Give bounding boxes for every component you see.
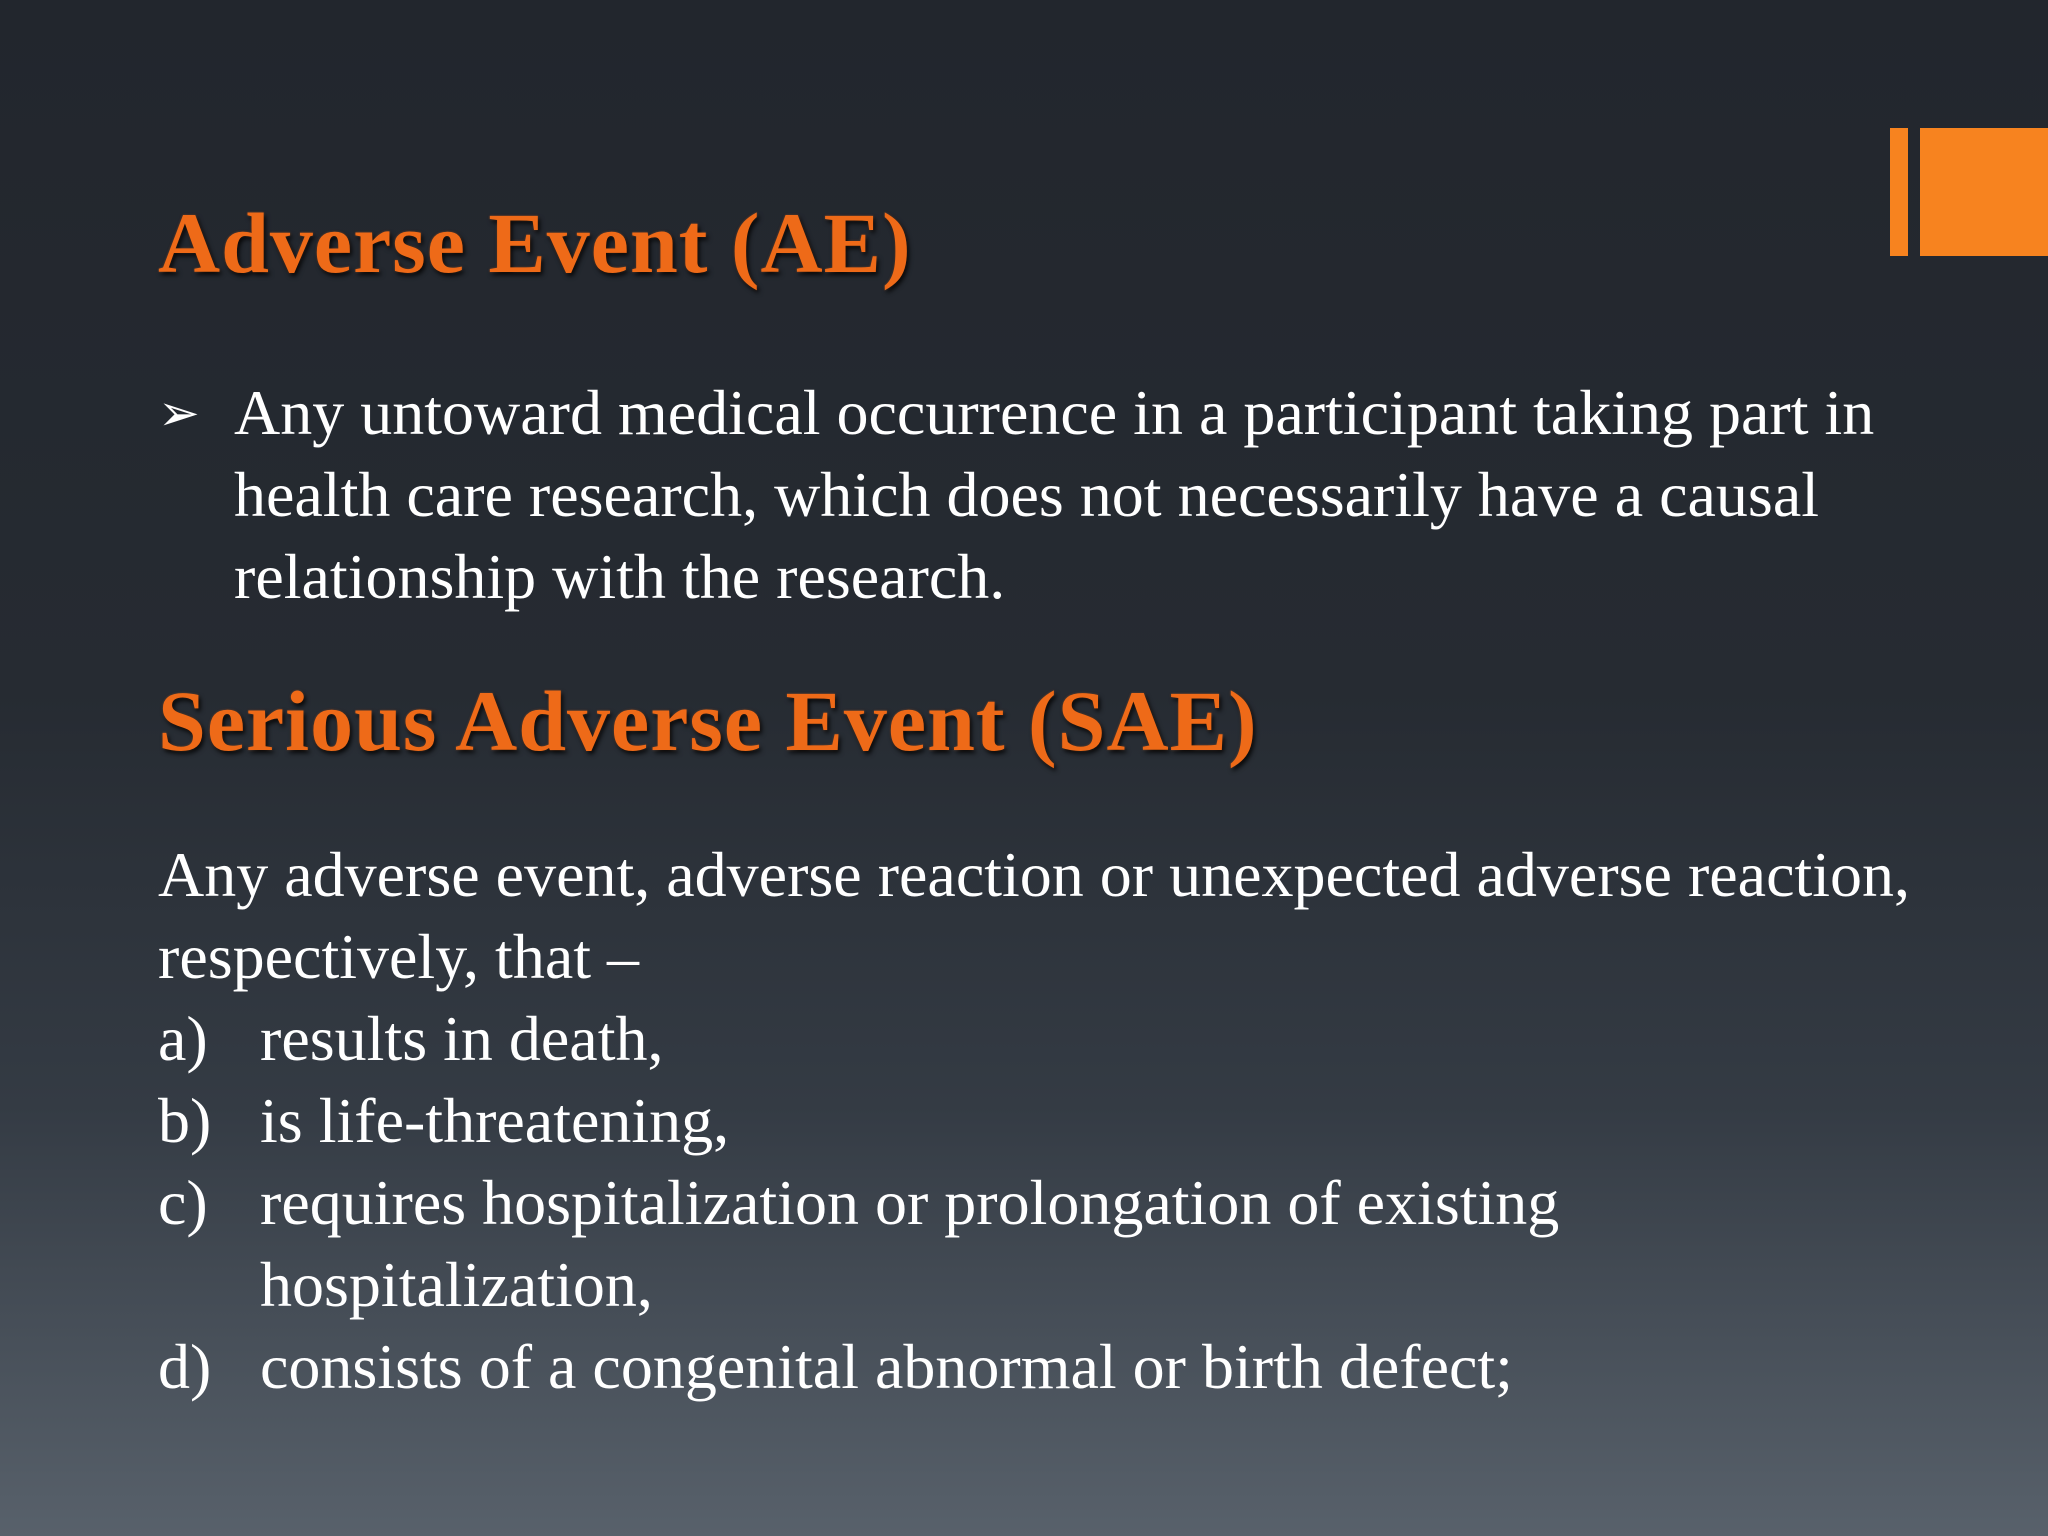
sae-criteria-list (158, 998, 1918, 1408)
list-marker: b) (158, 1085, 212, 1156)
ae-heading: Adverse Event (AE) (158, 195, 912, 291)
list-marker: a) (158, 1003, 208, 1074)
accent-bar-thin (1890, 128, 1908, 256)
accent-block (1920, 128, 2048, 256)
list-item-text: results in death, (260, 1003, 664, 1074)
list-item-text: requires hospitalization or prolongation of existing hospitalization, (260, 1167, 1560, 1320)
arrow-bullet-icon: ➢ (158, 384, 200, 442)
list-item (158, 1080, 1918, 1162)
ae-definition-bullet (158, 372, 1918, 618)
list-item (158, 1162, 1918, 1326)
list-marker: c) (158, 1167, 208, 1238)
ae-definition-text: Any untoward medical occurrence in a participant taking part in health care research, which does not necessarily have a causal relationship with the research. (234, 377, 1875, 612)
list-item-text: is life-threatening, (260, 1085, 730, 1156)
list-marker: d) (158, 1331, 212, 1402)
list-item (158, 998, 1918, 1080)
list-item-text: consists of a congenital abnormal or birth defect; (260, 1331, 1513, 1402)
sae-heading: Serious Adverse Event (SAE) (158, 673, 1258, 769)
list-item (158, 1326, 1918, 1408)
sae-intro-text: Any adverse event, adverse reaction or unexpected adverse reaction, respectively, that – (158, 839, 1911, 992)
